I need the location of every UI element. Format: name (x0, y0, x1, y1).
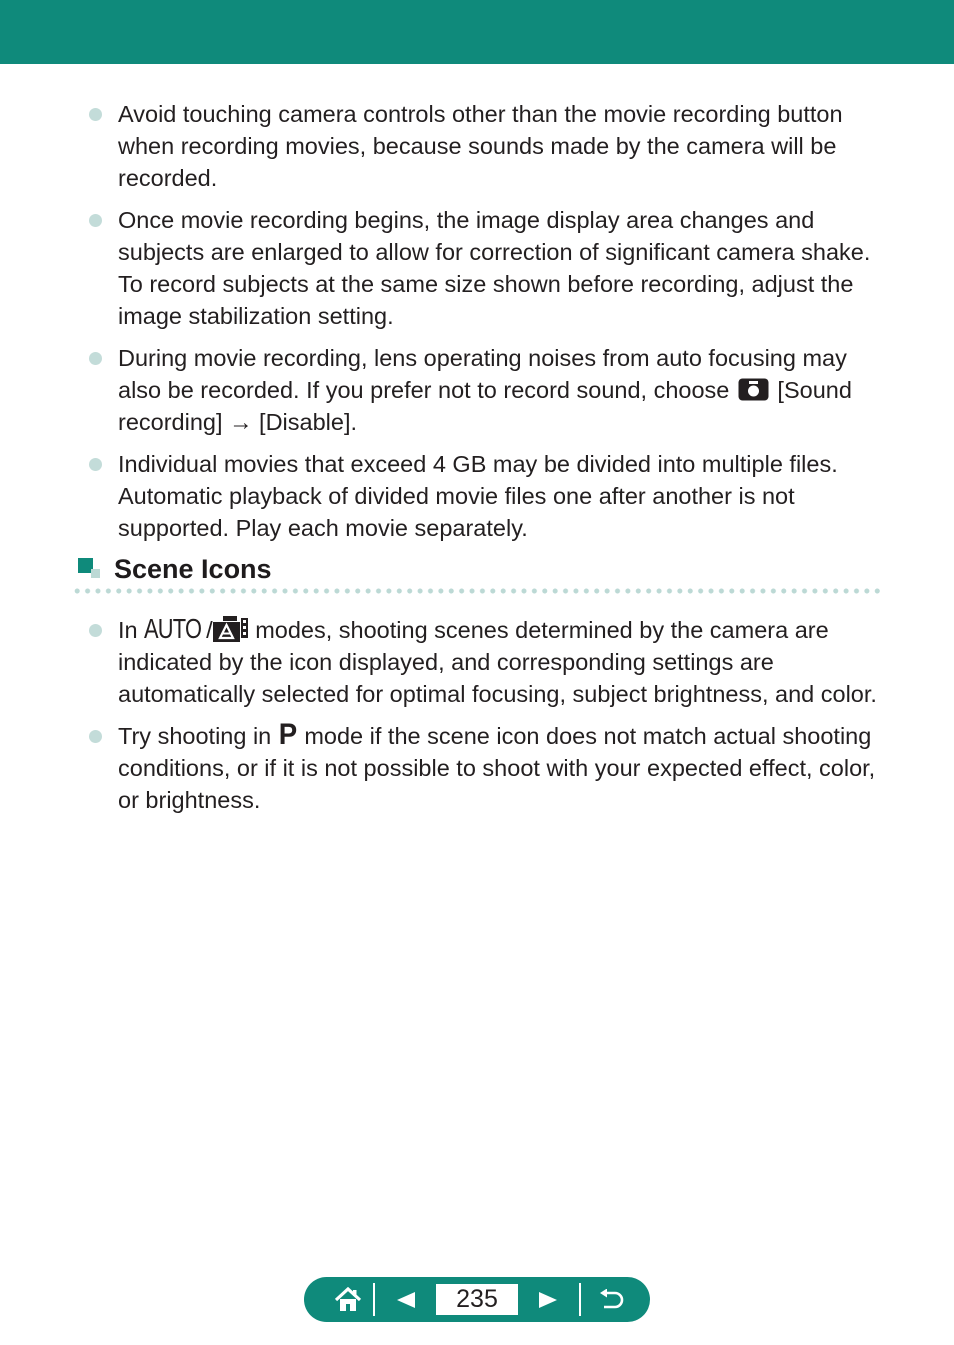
bullet-text: Avoid touching camera controls other than the movie recording button when recording movies, because sounds made by the camera will be recorded. (118, 101, 843, 191)
movie-notes-list (88, 98, 878, 554)
bullet-dot-icon (89, 214, 102, 227)
header-bar (0, 0, 954, 64)
list-item (88, 448, 878, 544)
bullet-dot-icon (89, 352, 102, 365)
list-item (88, 342, 878, 438)
back-button[interactable] (586, 1277, 638, 1322)
bullet-dot-icon (89, 730, 102, 743)
nav-divider (373, 1283, 375, 1316)
section-title: Scene Icons (114, 553, 272, 584)
list-item (88, 720, 878, 816)
list-item (88, 98, 878, 194)
bullet-text: Individual movies that exceed 4 GB may be divided into multiple files. Automatic playback of divided movie files one after another is not supported. Play each movie separately. (118, 451, 838, 541)
hybrid-auto-icon (213, 616, 249, 642)
previous-page-button[interactable] (380, 1277, 432, 1322)
section-heading (78, 551, 272, 587)
next-page-button[interactable] (522, 1277, 574, 1322)
dotted-divider (72, 588, 884, 594)
bullet-text: Once movie recording begins, the image display area changes and subjects are enlarged to allow for correction of significant camera shake. To record subjects at the same size shown before recording, adjust the image stabilization setting. (118, 207, 871, 329)
page-number: 235 (436, 1284, 518, 1315)
home-button[interactable] (322, 1277, 374, 1322)
slash-text: / (206, 617, 213, 643)
scene-icons-list (88, 614, 878, 826)
bullet-text: During movie recording, lens operating noises from auto focusing may also be recorded. If you prefer not to record sound, choose (118, 345, 847, 403)
bullet-text: modes, shooting scenes determined by the camera are indicated by the icon displayed, and corresponding settings are automatically selected for optimal focusing, subject brightness, and color. (118, 617, 877, 707)
program-mode-icon: P (278, 718, 298, 751)
page-navigation-bar (304, 1277, 650, 1322)
auto-mode-icon: AUTO (144, 613, 202, 644)
bullet-text: In (118, 617, 145, 643)
nav-divider (579, 1283, 581, 1316)
home-icon (334, 1287, 362, 1313)
bullet-text: mode if the scene icon does not match actual shooting conditions, or if it is not possible to shoot with your expected effect, color, or brightness. (118, 723, 876, 813)
triangle-right-icon (538, 1291, 558, 1309)
camera-menu-icon (738, 378, 769, 401)
triangle-left-icon (396, 1291, 416, 1309)
section-square-icon (78, 558, 100, 580)
bullet-text: [Sound recording] → [Disable]. (118, 377, 852, 435)
bullet-dot-icon (89, 108, 102, 121)
bullet-text: Try shooting in (118, 723, 278, 749)
list-item (88, 204, 878, 332)
list-item (88, 614, 878, 710)
bullet-dot-icon (89, 624, 102, 637)
bullet-dot-icon (89, 458, 102, 471)
return-arrow-icon (599, 1289, 625, 1311)
